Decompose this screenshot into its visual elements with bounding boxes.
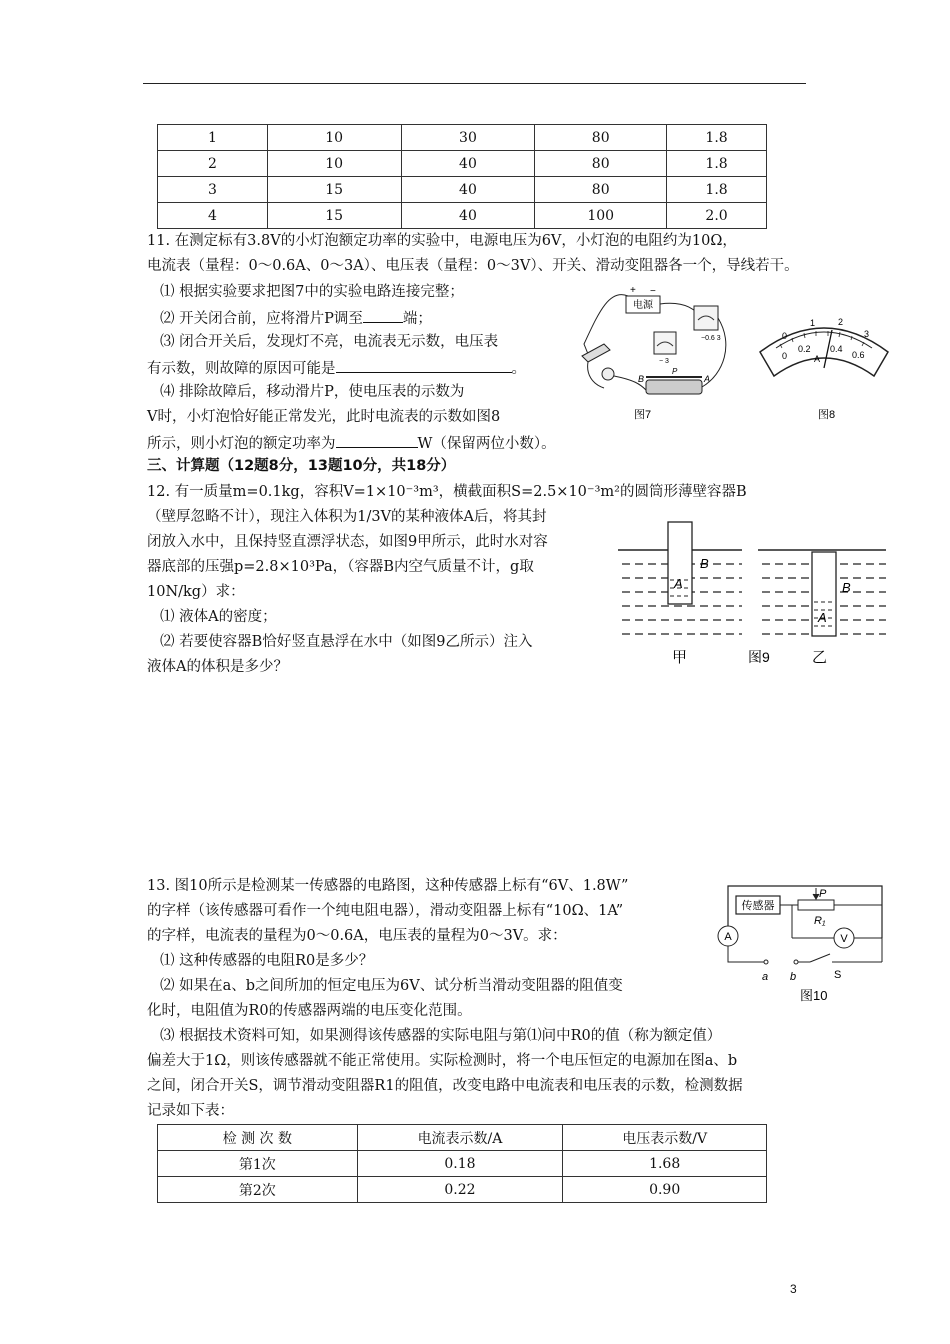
svg-text:P: P <box>672 367 678 376</box>
q13-part-1: ⑴ 这种传感器的电阻R0是多少？ <box>160 953 374 969</box>
q13-part-3b: 偏差大于1Ω，则该传感器就不能正常使用。实际检测时，将一个电压恒定的电源加在图a、b <box>147 1053 738 1069</box>
data-table-2 <box>157 1124 767 1203</box>
q12-line-2: （壁厚忽略不计），现注入体积为1/3V的某种液体A后，将其封 <box>147 509 547 525</box>
svg-text:V: V <box>840 933 848 945</box>
q13-part-2: ⑵ 如果在a、b之间所加的恒定电压为6V、试分析当滑动变阻器的阻值变 <box>160 978 623 994</box>
q13-line-1: 13. 图10所示是检测某一传感器的电路图，这种传感器上标有“6V、1.8W” <box>147 878 629 894</box>
header-rule <box>143 83 806 84</box>
svg-text:P: P <box>819 888 827 900</box>
q13-part-3c: 之间，闭合开关S，调节滑动变阻器R1的阻值，改变电路中电流表和电压表的示数，检测数据 <box>147 1078 743 1094</box>
svg-text:b: b <box>790 971 797 983</box>
container-b-jia <box>668 522 692 604</box>
q11-part-4b: V时，小灯泡恰好能正常发光，此时电流表的示数如图8 <box>147 409 501 425</box>
svg-text:0: 0 <box>782 331 788 341</box>
ammeter-dial-figure-8 <box>754 306 894 426</box>
light-bulb <box>602 368 614 380</box>
q11-part-3b: 有示数，则故障的原因可能是 。 <box>147 356 526 380</box>
q12-line-5: 10N/kg）求： <box>147 584 245 600</box>
svg-text:图9: 图9 <box>748 649 770 665</box>
q12-part-2: ⑵ 若要使容器B恰好竖直悬浮在水中（如图9乙所示）注入 <box>160 634 533 650</box>
voltmeter <box>654 332 676 354</box>
q12-line-4: 器底部的压强p=2.8×10³Pa，（容器B内空气质量不计，g取 <box>147 559 534 575</box>
q11-part-2: ⑵ 开关闭合前，应将滑片P调至 端； <box>160 306 432 330</box>
table-row: 第2次 0.22 0.90 <box>158 1177 767 1203</box>
svg-text:A: A <box>674 576 683 591</box>
svg-text:S: S <box>834 969 842 981</box>
svg-text:A: A <box>724 931 732 943</box>
rheostat-r1 <box>798 900 834 910</box>
q11-line-1: 11. 在测定标有3.8V的小灯泡额定功率的实验中，电源电压为6V，小灯泡的电阻约为10Ω， <box>147 233 737 249</box>
q13-line-2: 的字样（该传感器可看作一个纯电阻电器），滑动变阻器上标有“10Ω、1A” <box>147 903 624 919</box>
svg-text:0: 0 <box>782 351 788 361</box>
svg-text:乙: 乙 <box>812 649 828 666</box>
data-table-1 <box>157 124 767 229</box>
ammeter <box>694 306 718 330</box>
q12-line-1: 12. 有一质量m=0.1kg，容积V=1×10⁻³m³，横截面积S=2.5×10⁻³m²的圆筒形薄壁容器B <box>147 484 747 500</box>
q11-part-4a: ⑷ 排除故障后，移动滑片P，使电压表的示数为 <box>160 384 465 400</box>
rheostat <box>646 380 702 394</box>
svg-text:0.4: 0.4 <box>830 344 843 354</box>
q12-part-1: ⑴ 液体A的密度； <box>160 609 277 625</box>
circuit-figure-7 <box>574 284 754 424</box>
svg-text:R₁: R₁ <box>814 915 826 927</box>
svg-text:甲: 甲 <box>672 649 688 666</box>
svg-text:3: 3 <box>864 329 870 339</box>
svg-text:B: B <box>638 374 645 384</box>
svg-text:B: B <box>700 556 709 571</box>
q13-part-2b: 化时，电阻值为R0的传感器两端的电压变化范围。 <box>147 1003 472 1019</box>
q12-part-3: 液体A的体积是多少？ <box>147 659 288 675</box>
svg-text:− 3: − 3 <box>659 358 669 365</box>
q13-part-3d: 记录如下表： <box>147 1103 234 1119</box>
table-row: 4 15 40 100 2.0 <box>158 203 767 229</box>
svg-text:A: A <box>818 610 827 625</box>
svg-text:+: + <box>630 285 636 296</box>
answer-blank[interactable] <box>336 431 418 448</box>
container-figure-9 <box>616 518 888 668</box>
circuit-figure-10 <box>714 880 890 1006</box>
q12-line-3: 闭放入水中，且保持竖直漂浮状态，如图9甲所示，此时水对容 <box>147 534 548 550</box>
svg-text:0.2: 0.2 <box>798 344 811 354</box>
q11-part-3a: ⑶ 闭合开关后，发现灯不亮，电流表无示数，电压表 <box>160 334 499 350</box>
q11-part-1: ⑴ 根据实验要求把图7中的实验电路连接完整； <box>160 284 464 300</box>
section-heading: 三、计算题（12题8分，13题10分，共18分） <box>147 458 456 474</box>
svg-text:1: 1 <box>810 318 816 328</box>
answer-blank[interactable] <box>363 306 403 323</box>
svg-text:A: A <box>704 374 711 384</box>
svg-text:2: 2 <box>838 317 844 327</box>
table-row: 第1次 0.18 1.68 <box>158 1151 767 1177</box>
q13-line-3: 的字样，电流表的量程为0～0.6A，电压表的量程为0～3V。求： <box>147 928 567 944</box>
svg-text:传感器: 传感器 <box>741 900 775 912</box>
svg-text:B: B <box>842 580 851 595</box>
table-row: 2 10 40 80 1.8 <box>158 151 767 177</box>
svg-text:图7: 图7 <box>634 409 652 421</box>
switch <box>582 344 610 362</box>
table-row: 1 10 30 80 1.8 <box>158 125 767 151</box>
table-header-row: 检 测 次 数 电流表示数/A 电压表示数/V <box>158 1125 767 1151</box>
page-number: 3 <box>790 1282 797 1296</box>
table-row: 3 15 40 80 1.8 <box>158 177 767 203</box>
switch-s <box>810 954 830 962</box>
svg-text:图8: 图8 <box>818 409 836 421</box>
svg-text:a: a <box>762 971 769 983</box>
svg-text:电源: 电源 <box>633 300 653 311</box>
q13-part-3: ⑶ 根据技术资料可知，如果测得该传感器的实际电阻与第⑴问中R0的值（称为额定值） <box>160 1028 722 1044</box>
svg-text:−: − <box>650 286 656 297</box>
q11-line-2: 电流表（量程：0～0.6A、0～3A）、电压表（量程：0～3V）、开关、滑动变阻器各一个，导线若干。 <box>147 258 799 274</box>
svg-text:图10: 图10 <box>800 988 828 1003</box>
svg-text:−0.6 3: −0.6 3 <box>701 335 721 342</box>
q11-part-4c: 所示，则小灯泡的额定功率为 W（保留两位小数）。 <box>147 431 556 455</box>
svg-text:A: A <box>814 354 821 364</box>
answer-blank[interactable] <box>336 356 512 373</box>
svg-text:0.6: 0.6 <box>852 350 865 360</box>
